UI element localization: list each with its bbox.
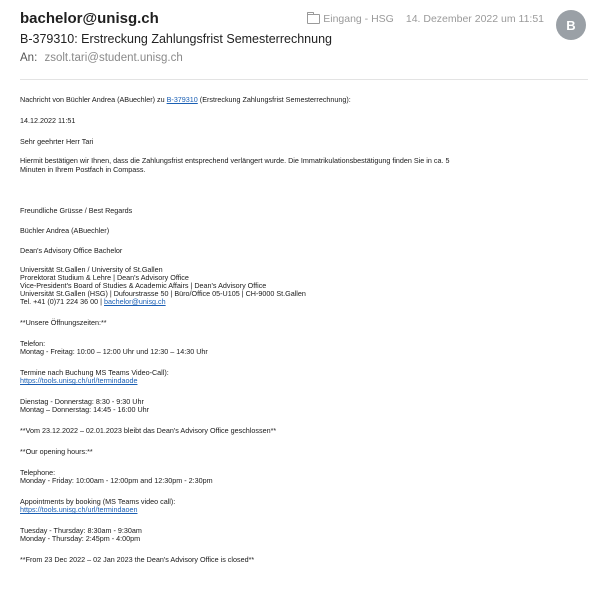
dienstag-hours: Dienstag - Donnerstag: 8:30 - 9:30 Uhr [20, 397, 144, 406]
opening-hours-de-heading: **Unsere Öffnungszeiten:** [20, 318, 107, 327]
message-subject: B-379310: Erstreckung Zahlungsfrist Semesterrechnung [20, 32, 332, 46]
folder-icon [307, 14, 320, 24]
intro-line [20, 96, 351, 105]
header-divider [20, 79, 588, 80]
folder-name[interactable]: Eingang - HSG [323, 13, 394, 25]
montag-hours: Montag – Donnerstag: 14:45 - 16:00 Uhr [20, 405, 150, 414]
intro-prefix: Nachricht von Büchler Andrea (ABuechler) zu [20, 95, 165, 104]
message-line-1: Hiermit bestätigen wir Ihnen, dass die Zahlungsfrist entsprechend verlängert wurde. Die Immatrikulationsbestätigung finden Sie in ca. 5 [20, 156, 450, 165]
office-name: Dean's Advisory Office Bachelor [20, 246, 123, 255]
recipient-address[interactable]: zsolt.tari@student.unisg.ch [44, 52, 183, 64]
message-header [20, 8, 586, 74]
address-line-4: Universität St.Gallen (HSG) | Dufourstrasse 50 | Büro/Office 05-U105 | CH-9000 St.Gallen [20, 289, 306, 298]
message-timestamp: 14.12.2022 11:51 [20, 116, 76, 125]
message-line-2: Minuten in Ihrem Postfach in Compass. [20, 165, 146, 174]
monday-hours: Monday - Thursday: 2:45pm - 4:00pm [20, 534, 141, 543]
appointments-label: Appointments by booking (MS Teams video call): [20, 497, 176, 506]
sender-address[interactable]: bachelor@unisg.ch [20, 10, 159, 27]
contact-line [20, 298, 166, 307]
telephone-hours: Monday - Friday: 10:00am - 12:00pm and 12:30pm - 2:30pm [20, 476, 213, 485]
signer-name: Büchler Andrea (ABuechler) [20, 226, 110, 235]
message-meta [307, 13, 544, 25]
to-label: An: [20, 52, 38, 64]
regards: Freundliche Grüsse / Best Regards [20, 206, 133, 215]
closure-notice-en: **From 23 Dec 2022 – 02 Jan 2023 the Dean's Advisory Office is closed** [20, 555, 255, 564]
termine-label: Termine nach Buchung MS Teams Video-Call): [20, 368, 169, 377]
opening-hours-en-heading: **Our opening hours:** [20, 447, 93, 456]
greeting: Sehr geehrter Herr Tari [20, 137, 94, 146]
tuesday-hours: Tuesday - Thursday: 8:30am - 9:30am [20, 526, 142, 535]
ticket-link[interactable]: B-379310 [166, 95, 198, 104]
address-line-3: Vice-President's Board of Studies & Academic Affairs | Dean's Advisory Office [20, 281, 267, 290]
termine-link[interactable]: https://tools.unisg.ch/url/termindaode [20, 376, 138, 385]
intro-suffix: (Erstreckung Zahlungsfrist Semesterrechnung): [199, 95, 351, 104]
email-link[interactable]: bachelor@unisg.ch [104, 297, 166, 306]
message-date: 14. Dezember 2022 um 11:51 [405, 13, 544, 25]
closure-notice-de: **Vom 23.12.2022 – 02.01.2023 bleibt das Dean's Advisory Office geschlossen** [20, 426, 277, 435]
telefon-label: Telefon: [20, 339, 46, 348]
telephone-label: Telephone: [20, 468, 56, 477]
telefon-hours: Montag - Freitag: 10:00 – 12:00 Uhr und 12:30 – 14:30 Uhr [20, 347, 208, 356]
sender-avatar: B [556, 10, 586, 40]
phone-number: Tel. +41 (0)71 224 36 00 | [20, 297, 102, 306]
address-line-2: Prorektorat Studium & Lehre | Dean's Advisory Office [20, 273, 189, 282]
address-line-1: Universität St.Gallen / University of St.Gallen [20, 265, 163, 274]
appointments-link[interactable]: https://tools.unisg.ch/url/termindaoen [20, 505, 138, 514]
recipient-line [20, 52, 183, 64]
